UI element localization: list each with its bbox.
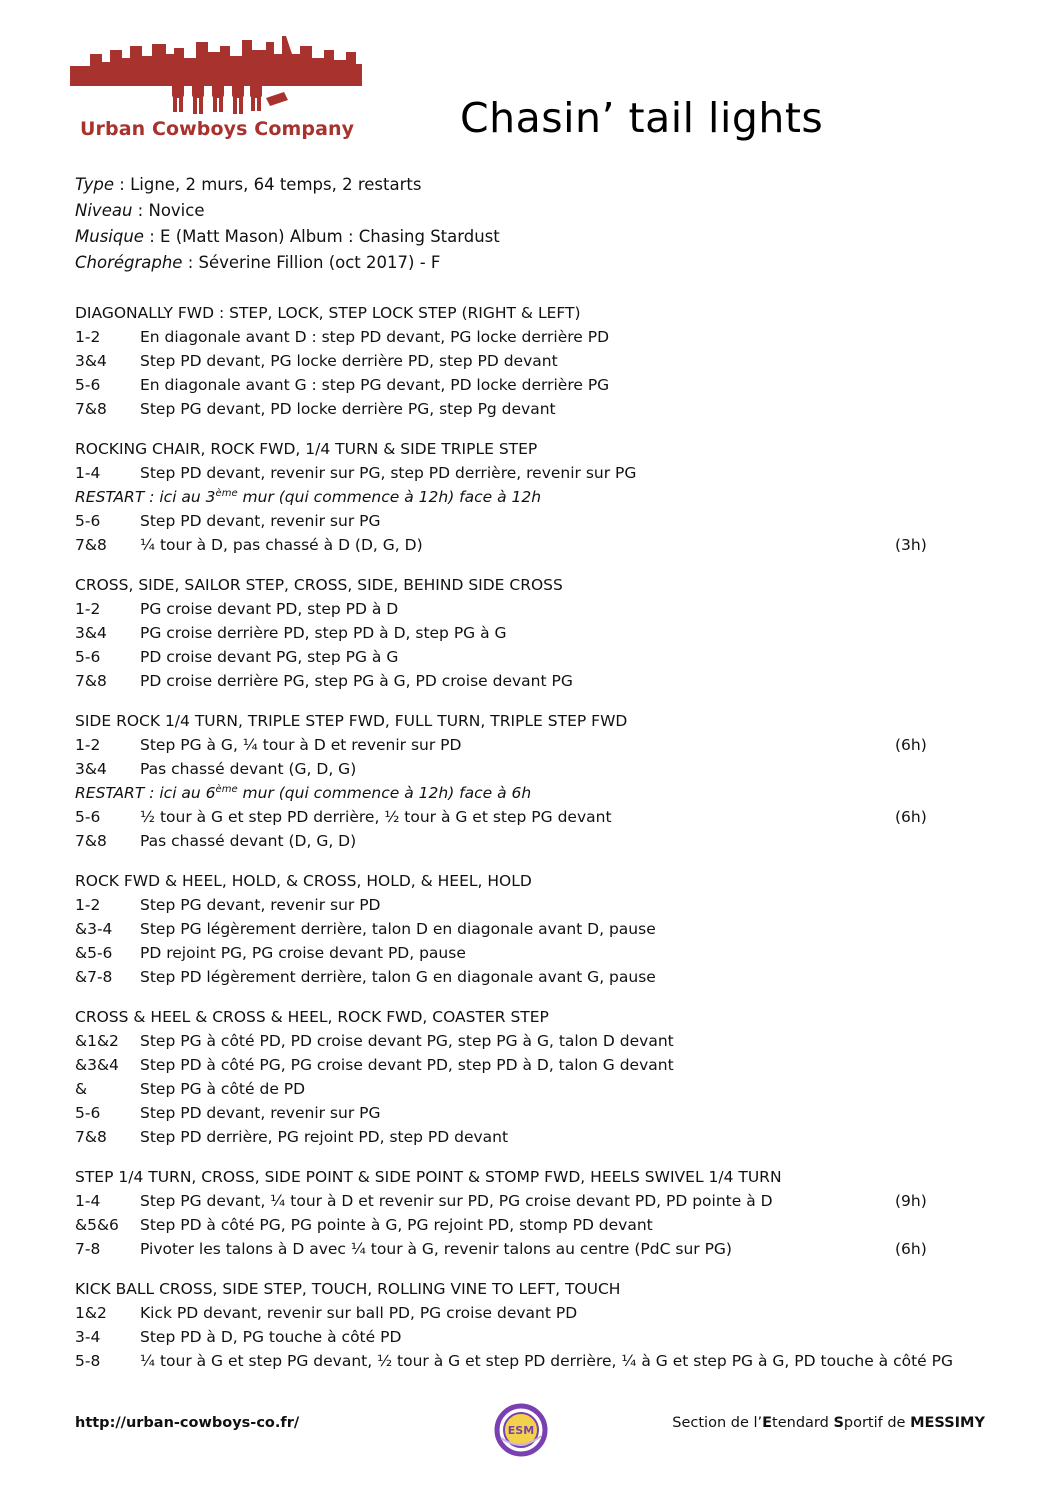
step-count: 1-2 xyxy=(75,328,101,346)
step-count: 5-6 xyxy=(75,648,101,666)
step-row xyxy=(75,669,955,693)
step-count: 7&8 xyxy=(75,672,107,690)
step-count: 3&4 xyxy=(75,624,107,642)
step-row xyxy=(75,1189,955,1213)
meta-music: Musique : E (Matt Mason) Album : Chasing Stardust xyxy=(75,227,500,246)
step-count: 5-8 xyxy=(75,1352,101,1370)
step-row xyxy=(75,461,955,485)
step-row xyxy=(75,757,955,781)
step-count: 3&4 xyxy=(75,352,107,370)
restart-note-text: RESTART : ici au 6 xyxy=(75,784,216,802)
website-link[interactable]: http://urban-cowboys-co.fr/ xyxy=(75,1415,300,1431)
esm-logo-icon xyxy=(493,1402,549,1458)
step-description: Step PG devant, PD locke derrière PG, step Pg devant xyxy=(140,400,556,418)
step-row xyxy=(75,1053,955,1077)
meta-choreographer: Chorégraphe : Séverine Fillion (oct 2017) - F xyxy=(75,253,441,272)
step-description: En diagonale avant D : step PD devant, PG locke derrière PD xyxy=(140,328,610,346)
step-description: PD croise devant PG, step PG à G xyxy=(140,648,399,666)
step-sections xyxy=(75,301,955,1389)
step-description: Step PG à côté de PD xyxy=(140,1080,306,1098)
step-row xyxy=(75,829,955,853)
step-row xyxy=(75,1125,955,1149)
step-description: Step PD légèrement derrière, talon G en diagonale avant G, pause xyxy=(140,968,656,986)
meta-level: Niveau : Novice xyxy=(75,201,205,220)
restart-note-text: mur (qui commence à 12h) face à 6h xyxy=(237,784,532,802)
step-count: &3-4 xyxy=(75,920,113,938)
club-section-text: Section de l’Etendard Sportif de MESSIMY xyxy=(672,1415,985,1431)
step-row xyxy=(75,1029,955,1053)
step-row xyxy=(75,1325,955,1349)
section-title: STEP 1/4 TURN, CROSS, SIDE POINT & SIDE POINT & STOMP FWD, HEELS SWIVEL 1/4 TURN xyxy=(75,1168,782,1186)
step-row xyxy=(75,533,955,557)
step-row xyxy=(75,1349,955,1373)
step-description: PG croise derrière PD, step PD à D, step PG à G xyxy=(140,624,507,642)
step-count: 5-6 xyxy=(75,808,101,826)
restart-note-ordinal: ème xyxy=(215,488,238,499)
step-section xyxy=(75,301,955,421)
step-count: 7&8 xyxy=(75,832,107,850)
step-count: 1-2 xyxy=(75,896,101,914)
step-count: &3&4 xyxy=(75,1056,119,1074)
step-section xyxy=(75,437,955,557)
step-description: PD croise derrière PG, step PG à G, PD croise devant PG xyxy=(140,672,573,690)
step-section xyxy=(75,1005,955,1149)
step-description: Step PG à G, ¼ tour à D et revenir sur PD xyxy=(140,736,462,754)
step-row xyxy=(75,917,955,941)
step-count: & xyxy=(75,1080,88,1098)
section-title: CROSS, SIDE, SAILOR STEP, CROSS, SIDE, BEHIND SIDE CROSS xyxy=(75,576,563,594)
step-row xyxy=(75,509,955,533)
step-count: 1&2 xyxy=(75,1304,107,1322)
step-description: Step PG légèrement derrière, talon D en diagonale avant D, pause xyxy=(140,920,656,938)
step-direction: (3h) xyxy=(895,536,927,554)
step-description: PG croise devant PD, step PD à D xyxy=(140,600,399,618)
step-count: 3-4 xyxy=(75,1328,101,1346)
step-count: 1-2 xyxy=(75,600,101,618)
step-count: 1-4 xyxy=(75,464,101,482)
step-description: Step PD devant, revenir sur PG xyxy=(140,1104,381,1122)
step-description: Step PD à D, PG touche à côté PD xyxy=(140,1328,402,1346)
step-direction: (6h) xyxy=(895,736,927,754)
step-section xyxy=(75,709,955,853)
step-count: &7-8 xyxy=(75,968,113,986)
step-row xyxy=(75,805,955,829)
restart-note-text: mur (qui commence à 12h) face à 12h xyxy=(237,488,542,506)
esm-badge-text: ESM xyxy=(507,1424,535,1437)
step-row xyxy=(75,597,955,621)
step-description: Step PG devant, revenir sur PD xyxy=(140,896,381,914)
step-description: Pivoter les talons à D avec ¼ tour à G, revenir talons au centre (PdC sur PG) xyxy=(140,1240,732,1258)
step-count: 3&4 xyxy=(75,760,107,778)
step-description: PD rejoint PG, PG croise devant PD, pause xyxy=(140,944,466,962)
step-description: Step PD devant, PG locke derrière PD, step PD devant xyxy=(140,352,558,370)
step-row xyxy=(75,1101,955,1125)
step-row xyxy=(75,397,955,421)
step-row xyxy=(75,645,955,669)
step-count: &5&6 xyxy=(75,1216,119,1234)
step-description: ½ tour à G et step PD derrière, ½ tour à G et step PG devant xyxy=(140,808,612,826)
step-description: Step PG devant, ¼ tour à D et revenir sur PD, PG croise devant PD, PD pointe à D xyxy=(140,1192,773,1210)
section-title: CROSS & HEEL & CROSS & HEEL, ROCK FWD, COASTER STEP xyxy=(75,1008,549,1026)
step-section xyxy=(75,573,955,693)
section-title: ROCKING CHAIR, ROCK FWD, 1/4 TURN & SIDE TRIPLE STEP xyxy=(75,440,538,458)
brand-logo xyxy=(70,36,365,146)
step-row xyxy=(75,965,955,989)
step-count: 5-6 xyxy=(75,512,101,530)
meta-type: Type : Ligne, 2 murs, 64 temps, 2 restarts xyxy=(75,175,422,194)
restart-note xyxy=(75,485,955,509)
step-description: Step PD à côté PG, PG croise devant PD, step PD à D, talon G devant xyxy=(140,1056,674,1074)
step-count: 1-2 xyxy=(75,736,101,754)
step-row xyxy=(75,621,955,645)
dance-title: Chasin’ tail lights xyxy=(460,94,824,142)
step-direction: (6h) xyxy=(895,808,927,826)
step-description: ¼ tour à G et step PG devant, ½ tour à G et step PD derrière, ¼ à G et step PG à G, PD touche à côté PG xyxy=(140,1352,954,1370)
brand-name: Urban Cowboys Company xyxy=(80,118,355,140)
step-description: Step PD derrière, PG rejoint PD, step PD devant xyxy=(140,1128,509,1146)
step-description: ¼ tour à D, pas chassé à D (D, G, D) xyxy=(140,536,423,554)
step-description: Kick PD devant, revenir sur ball PD, PG croise devant PD xyxy=(140,1304,578,1322)
step-count: 7&8 xyxy=(75,1128,107,1146)
step-row xyxy=(75,373,955,397)
step-description: Step PD à côté PG, PG pointe à G, PG rejoint PD, stomp PD devant xyxy=(140,1216,653,1234)
step-description: En diagonale avant G : step PG devant, PD locke derrière PG xyxy=(140,376,610,394)
step-row xyxy=(75,1301,955,1325)
section-title: SIDE ROCK 1/4 TURN, TRIPLE STEP FWD, FULL TURN, TRIPLE STEP FWD xyxy=(75,712,628,730)
step-count: &1&2 xyxy=(75,1032,119,1050)
section-title: ROCK FWD & HEEL, HOLD, & CROSS, HOLD, & HEEL, HOLD xyxy=(75,872,532,890)
step-description: Pas chassé devant (G, D, G) xyxy=(140,760,357,778)
section-title: DIAGONALLY FWD : STEP, LOCK, STEP LOCK STEP (RIGHT & LEFT) xyxy=(75,304,581,322)
step-count: 5-6 xyxy=(75,1104,101,1122)
step-count: 7-8 xyxy=(75,1240,101,1258)
step-section xyxy=(75,1277,955,1373)
city-skyline-cowboys-icon xyxy=(70,36,365,116)
step-count: 5-6 xyxy=(75,376,101,394)
step-row xyxy=(75,893,955,917)
step-count: 1-4 xyxy=(75,1192,101,1210)
step-row xyxy=(75,325,955,349)
step-description: Pas chassé devant (D, G, D) xyxy=(140,832,357,850)
step-count: 7&8 xyxy=(75,536,107,554)
esm-badge xyxy=(493,1402,549,1458)
step-row xyxy=(75,733,955,757)
step-description: Step PD devant, revenir sur PG, step PD derrière, revenir sur PG xyxy=(140,464,637,482)
step-count: 7&8 xyxy=(75,400,107,418)
step-count: &5-6 xyxy=(75,944,113,962)
restart-note-text: RESTART : ici au 3 xyxy=(75,488,216,506)
step-row xyxy=(75,941,955,965)
page-footer xyxy=(75,1412,985,1462)
step-row xyxy=(75,349,955,373)
step-section xyxy=(75,869,955,989)
step-direction: (9h) xyxy=(895,1192,927,1210)
step-section xyxy=(75,1165,955,1261)
step-row xyxy=(75,1213,955,1237)
dance-meta xyxy=(75,172,500,276)
restart-note xyxy=(75,781,955,805)
step-row xyxy=(75,1237,955,1261)
step-description: Step PD devant, revenir sur PG xyxy=(140,512,381,530)
section-title: KICK BALL CROSS, SIDE STEP, TOUCH, ROLLING VINE TO LEFT, TOUCH xyxy=(75,1280,621,1298)
step-direction: (6h) xyxy=(895,1240,927,1258)
step-row xyxy=(75,1077,955,1101)
restart-note-ordinal: ème xyxy=(215,784,238,795)
step-description: Step PG à côté PD, PD croise devant PG, step PG à G, talon D devant xyxy=(140,1032,674,1050)
